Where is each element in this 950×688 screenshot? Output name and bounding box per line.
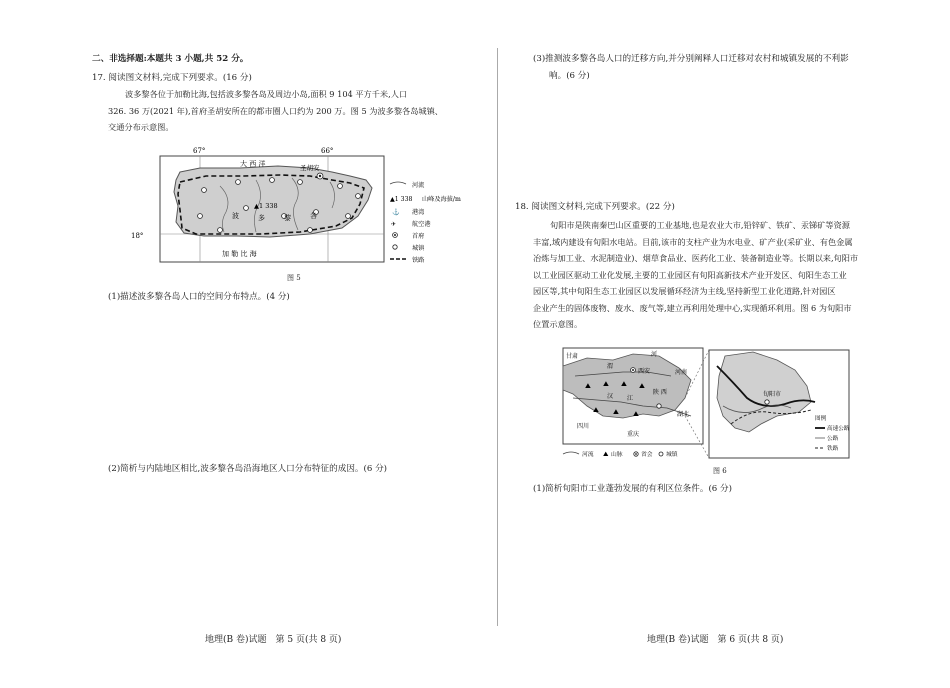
legend-capital-symbol-dot [635,453,637,455]
xunyang-town-marker [657,404,661,408]
town-marker [298,180,303,185]
island-name-char: 波 [232,212,239,220]
town-marker [244,206,249,211]
legend-river-label: 河流 [582,452,594,458]
island-name-char: 各 [310,212,317,220]
han-label: 汉 [607,393,614,400]
legend-port-label: 港湾 [412,209,425,216]
town-marker [218,228,223,233]
legend-capital-symbol-dot [394,234,396,236]
shaanxi-label: 陕 西 [653,389,667,396]
legend-airport-label: 航空港 [412,221,431,228]
legend-town-symbol [393,245,397,249]
inset-legend-rail-label: 铁路 [827,446,839,452]
town-marker [356,194,361,199]
q18-stem: 18. 阅读图文材料,完成下列要求。(22 分) [515,202,675,212]
legend-mountain-label: 山脉 [611,452,623,458]
mountain-icon: ⛰ [603,380,609,388]
legend-river-label: 河流 [412,182,425,189]
xian-capital-marker-dot [632,369,634,371]
lon-67-label: 67° [193,147,206,155]
right-footer: 地理(B 卷)试题 第 6 页(共 8 页) [647,635,784,645]
legend-capital-label: 省会 [641,452,653,458]
q17-sub3-line: (3)推测波多黎各岛人口的迁移方向,并分别阐释人口迁移对农村和城镇发展的不利影 [533,54,849,64]
island-name-char: 多 [258,214,265,222]
main-map-legend [563,450,679,458]
puerto-rico-map [131,146,470,271]
section-title: 二、非选择题:本题共 3 小题,共 52 分。 [92,54,249,64]
legend-capital-label: 首府 [412,233,425,240]
legend-peak-symbol: ▲1 338 [390,196,413,203]
q17-sub1: (1)描述波多黎各岛人口的空间分布特点。(4 分) [108,292,290,302]
inset-legend-highway-label: 高速公路 [827,426,850,432]
lon-66-label: 66° [321,147,334,155]
caribbean-label: 加 勒 比 海 [222,250,257,258]
q17-sub3-line: 响。(6 分) [549,71,590,81]
capital-label: 圣胡安 [300,164,320,172]
right-page [475,0,950,688]
xunyang-label: 旬阳市 [763,391,782,398]
town-marker [346,214,351,219]
town-marker [338,184,343,189]
q18-material-line: 旬阳市是陕南秦巴山区重要的工业基地,也是农业大市,铅锌矿、铁矿、汞锑矿等资源 [550,220,850,230]
xunyang-map [563,346,853,462]
mountain-icon: ⛰ [621,380,627,388]
hubei-label: 湖北 [677,411,690,418]
q18-material-line: 丰富,域内建设有旬阳水电站。目前,该市的支柱产业为水电业、矿产业(采矿业、有色金属 [533,236,853,247]
legend-railway-label: 铁路 [412,257,425,264]
wei-label: 渭 [607,363,614,370]
town-marker [236,180,241,185]
legend-river-symbol [390,182,406,184]
q17-material-line: 波多黎各位于加勒比海,包括波多黎各岛及周边小岛,面积 9 104 平方千米,人口 [125,89,408,99]
legend-mountain-symbol: ⛰ [603,450,609,458]
q18-material [533,217,905,333]
capital-marker-dot [319,175,321,177]
chongqing-label: 重庆 [627,431,640,438]
q18-material-line: 以工业园区驱动工业化发展,主要的工业园区有旬阳高新技术产业开发区、旬阳生态工业 [533,269,847,280]
q18-material-line: 企业产生的固体废物、废水、废气等,建立再利用处理中心,实现循环利用。图 6 为旬阳市 [533,302,852,313]
legend-airport-symbol: ✈ [391,221,397,228]
he-label: 河 [651,351,658,358]
sichuan-label: 四川 [577,423,590,430]
inset-legend-road-label: 公路 [827,436,839,442]
xian-label: 西安 [638,368,651,375]
mountain-icon: ⛰ [585,382,591,390]
jiang-label: 江 [627,395,634,402]
map-legend [390,181,461,264]
left-footer: 地理(B 卷)试题 第 5 页(共 8 页) [205,635,342,645]
legend-town-label: 城镇 [666,452,678,458]
inset-legend-title: 图例 [815,416,827,422]
town-marker [198,214,203,219]
q18-material-line: 园区等,其中旬阳生态工业园区以发展循环经济为主线,坚持新型工业化道路,针对园区 [533,286,836,296]
q18-material-line: 冶炼与加工业、水泥制造业)、烟草食品业、医药化工业、装备制造业等。长期以来,旬阳市 [533,253,859,263]
town-marker [202,188,207,193]
legend-port-symbol: ⚓ [392,209,400,216]
legend-river-symbol [563,452,579,454]
gansu-label: 甘肃 [566,353,579,360]
atlantic-label: 大 西 洋 [240,160,266,168]
mountain-icon: ⛰ [593,406,599,414]
mountain-icon: ⛰ [613,408,619,416]
q18-sub1: (1)简析旬阳市工业蓬勃发展的有利区位条件。(6 分) [533,484,732,494]
town-marker [308,228,313,233]
legend-peak-label: 山峰及海拔/m [422,196,461,203]
q17-stem: 17. 阅读图文材料,完成下列要求。(16 分) [92,73,252,83]
q17-material [108,86,478,136]
henan-label: 河南 [675,369,688,376]
legend-town-symbol [659,452,663,456]
q17-material-line: 326. 36 万(2021 年),首府圣胡安所在的都市圈人口约为 200 万。图 5 为波多黎各岛城镇、 [108,105,443,116]
fig5-caption: 图 5 [287,274,301,282]
mountain-icon: ⛰ [633,410,639,418]
fig6-caption: 图 6 [713,467,727,475]
mountain-icon: ⛰ [639,382,645,390]
legend-town-label: 城镇 [412,245,425,252]
q18-material-line: 位置示意图。 [533,319,583,329]
xunyang-city-marker [765,400,769,404]
peak-label: ▲1 338 [254,202,278,210]
q17-sub2: (2)简析与内陆地区相比,波多黎各岛沿海地区人口分布特征的成因。(6 分) [108,464,388,474]
lat-18-label: 18° [131,232,144,240]
q17-material-line: 交通分布示意图。 [108,122,174,132]
town-marker [270,178,275,183]
island-name-char: 黎 [284,214,291,222]
